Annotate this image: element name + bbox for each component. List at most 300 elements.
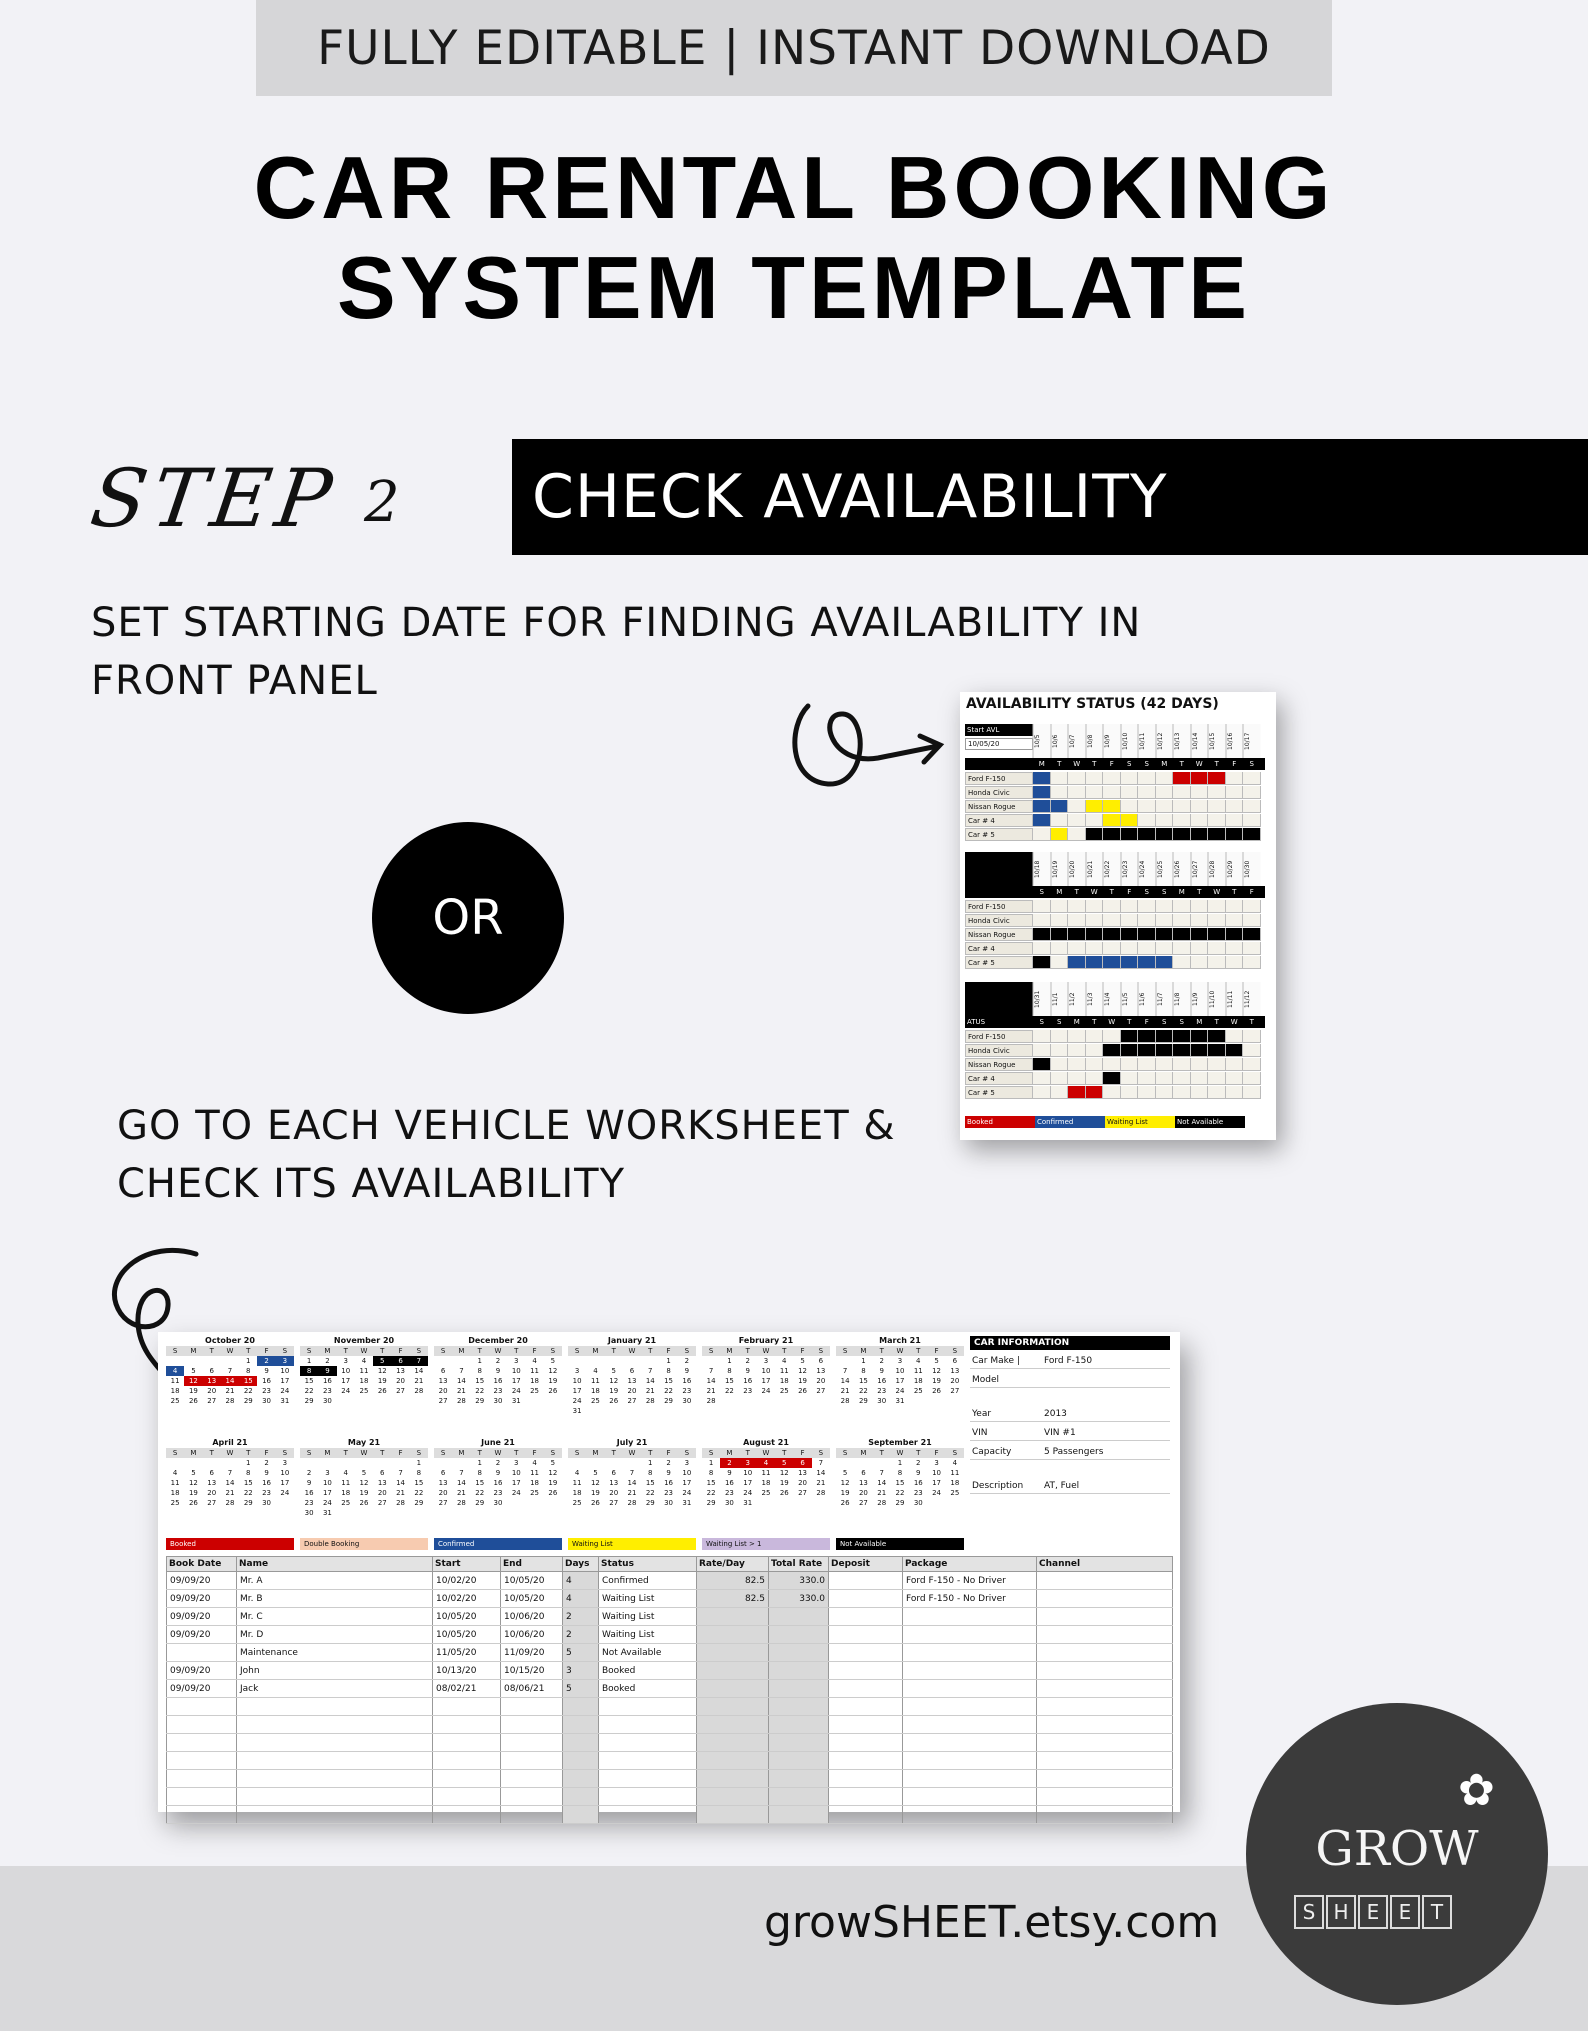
calendar-day[interactable]: 8 bbox=[897, 1469, 903, 1477]
calendar-day[interactable]: 6 bbox=[611, 1469, 616, 1477]
calendar-day[interactable]: 20 bbox=[950, 1377, 960, 1385]
calendar-day[interactable]: 2 bbox=[495, 1459, 501, 1467]
calendar-day[interactable]: 25 bbox=[779, 1387, 789, 1395]
calendar-day[interactable]: 4 bbox=[593, 1367, 598, 1375]
calendar-day[interactable]: 28 bbox=[456, 1397, 466, 1405]
calendar-day[interactable]: 4 bbox=[166, 1366, 184, 1376]
calendar-day[interactable]: 26 bbox=[590, 1499, 600, 1507]
table-cell[interactable]: 10/02/20 bbox=[433, 1590, 501, 1608]
table-cell[interactable] bbox=[1037, 1716, 1173, 1734]
calendar-day[interactable]: 1 bbox=[477, 1357, 482, 1365]
calendar-day[interactable]: 10 bbox=[511, 1469, 521, 1477]
calendar-day[interactable]: 9 bbox=[684, 1367, 690, 1375]
calendar-day[interactable]: 16 bbox=[322, 1377, 332, 1385]
calendar-day[interactable]: 2 bbox=[916, 1459, 921, 1467]
table-cell[interactable] bbox=[769, 1770, 829, 1788]
table-cell[interactable]: Jack bbox=[237, 1680, 433, 1698]
table-cell[interactable] bbox=[697, 1662, 769, 1680]
calendar-day[interactable]: 18 bbox=[530, 1479, 540, 1487]
calendar-day[interactable]: 7 bbox=[842, 1367, 848, 1375]
calendar-day[interactable]: 20 bbox=[609, 1489, 619, 1497]
calendar-day[interactable]: 5 bbox=[361, 1469, 367, 1477]
table-cell[interactable]: 82.5 bbox=[697, 1572, 769, 1590]
calendar-day[interactable]: 6 bbox=[209, 1367, 214, 1375]
calendar-day[interactable]: 11 bbox=[530, 1469, 540, 1477]
table-cell[interactable] bbox=[697, 1734, 769, 1752]
calendar-day[interactable]: 7 bbox=[227, 1367, 233, 1375]
calendar-day[interactable]: 3 bbox=[574, 1367, 580, 1375]
calendar-day[interactable]: 7 bbox=[648, 1367, 653, 1375]
calendar-day[interactable]: 17 bbox=[511, 1377, 521, 1385]
calendar-day[interactable]: 22 bbox=[664, 1387, 674, 1395]
calendar-day[interactable]: 30 bbox=[262, 1499, 272, 1507]
calendar-day[interactable]: 8 bbox=[708, 1469, 714, 1477]
table-cell[interactable]: 08/06/21 bbox=[501, 1680, 563, 1698]
calendar-day[interactable]: 11 bbox=[761, 1469, 771, 1477]
column-header[interactable]: Name bbox=[237, 1557, 433, 1572]
calendar-day[interactable]: 17 bbox=[682, 1479, 692, 1487]
calendar-day[interactable]: 20 bbox=[816, 1377, 826, 1385]
calendar-day[interactable]: 21 bbox=[840, 1387, 850, 1395]
calendar-day[interactable]: 18 bbox=[950, 1479, 960, 1487]
calendar-day[interactable]: 12 bbox=[548, 1367, 558, 1375]
calendar-day[interactable]: 14 bbox=[221, 1376, 239, 1386]
calendar-day[interactable]: 20 bbox=[858, 1489, 868, 1497]
calendar-day[interactable]: 3 bbox=[325, 1469, 330, 1477]
calendar-day[interactable]: 5 bbox=[373, 1356, 391, 1366]
table-cell[interactable] bbox=[563, 1770, 599, 1788]
calendar-day[interactable]: 6 bbox=[861, 1469, 866, 1477]
calendar-day[interactable]: 30 bbox=[493, 1499, 503, 1507]
calendar-day[interactable]: 13 bbox=[203, 1376, 221, 1386]
car-info-value[interactable]: AT, Fuel bbox=[1044, 1481, 1080, 1491]
table-cell[interactable]: 08/02/21 bbox=[433, 1680, 501, 1698]
calendar-day[interactable]: 8 bbox=[477, 1469, 482, 1477]
table-row[interactable] bbox=[167, 1662, 1173, 1680]
calendar-day[interactable]: 10 bbox=[932, 1469, 942, 1477]
table-cell[interactable] bbox=[769, 1626, 829, 1644]
calendar-day[interactable]: 21 bbox=[396, 1489, 406, 1497]
calendar-day[interactable]: 9 bbox=[264, 1469, 269, 1477]
calendar-day[interactable]: 29 bbox=[895, 1499, 905, 1507]
table-cell[interactable] bbox=[1037, 1680, 1173, 1698]
calendar-day[interactable]: 3 bbox=[514, 1357, 519, 1365]
table-cell[interactable] bbox=[769, 1788, 829, 1806]
calendar-day[interactable]: 26 bbox=[798, 1387, 808, 1395]
calendar-day[interactable]: 9 bbox=[916, 1469, 921, 1477]
calendar-day[interactable]: 2 bbox=[720, 1458, 738, 1468]
calendar-day[interactable]: 23 bbox=[493, 1489, 503, 1497]
calendar-day[interactable]: 14 bbox=[396, 1479, 406, 1487]
calendar-day[interactable]: 12 bbox=[377, 1367, 387, 1375]
calendar-day[interactable]: 7 bbox=[708, 1367, 714, 1375]
calendar-day[interactable]: 17 bbox=[511, 1479, 521, 1487]
table-row[interactable] bbox=[167, 1590, 1173, 1608]
calendar-day[interactable]: 21 bbox=[456, 1489, 466, 1497]
calendar-day[interactable]: 26 bbox=[188, 1499, 198, 1507]
calendar-day[interactable]: 15 bbox=[645, 1479, 655, 1487]
calendar-day[interactable]: 20 bbox=[207, 1387, 217, 1395]
calendar-day[interactable]: 29 bbox=[475, 1499, 485, 1507]
calendar-day[interactable]: 28 bbox=[645, 1397, 655, 1405]
calendar-day[interactable]: 13 bbox=[609, 1479, 619, 1487]
table-cell[interactable] bbox=[237, 1716, 433, 1734]
calendar-day[interactable]: 2 bbox=[879, 1357, 884, 1365]
calendar-day[interactable]: 6 bbox=[793, 1458, 811, 1468]
calendar-day[interactable]: 31 bbox=[511, 1397, 521, 1405]
calendar-day[interactable]: 31 bbox=[280, 1397, 290, 1405]
calendar-day[interactable]: 22 bbox=[645, 1489, 655, 1497]
calendar-day[interactable]: 5 bbox=[800, 1357, 805, 1365]
calendar-day[interactable]: 16 bbox=[304, 1489, 314, 1497]
calendar-day[interactable]: 24 bbox=[511, 1489, 521, 1497]
calendar-day[interactable]: 15 bbox=[858, 1377, 868, 1385]
table-cell[interactable]: Mr. B bbox=[237, 1590, 433, 1608]
calendar-day[interactable]: 23 bbox=[493, 1387, 503, 1395]
calendar-day[interactable]: 23 bbox=[877, 1387, 887, 1395]
calendar-day[interactable]: 23 bbox=[664, 1489, 674, 1497]
table-cell[interactable] bbox=[501, 1734, 563, 1752]
table-cell[interactable]: Booked bbox=[599, 1680, 697, 1698]
table-cell[interactable] bbox=[501, 1752, 563, 1770]
table-cell[interactable]: 4 bbox=[563, 1590, 599, 1608]
table-cell[interactable] bbox=[501, 1698, 563, 1716]
calendar-day[interactable]: 2 bbox=[306, 1469, 312, 1477]
table-cell[interactable]: Mr. A bbox=[237, 1572, 433, 1590]
calendar-day[interactable]: 9 bbox=[745, 1367, 750, 1375]
calendar-day[interactable]: 4 bbox=[574, 1469, 580, 1477]
calendar-day[interactable]: 6 bbox=[952, 1357, 958, 1365]
calendar-day[interactable]: 12 bbox=[590, 1479, 600, 1487]
column-header[interactable]: Status bbox=[599, 1557, 697, 1572]
calendar-day[interactable]: 24 bbox=[572, 1397, 582, 1405]
table-cell[interactable] bbox=[563, 1752, 599, 1770]
calendar-day[interactable]: 22 bbox=[724, 1387, 734, 1395]
calendar-day[interactable]: 7 bbox=[879, 1469, 884, 1477]
column-header[interactable]: Rate/Day bbox=[697, 1557, 769, 1572]
calendar-day[interactable]: 18 bbox=[779, 1377, 789, 1385]
calendar-day[interactable]: 9 bbox=[318, 1366, 336, 1376]
calendar-day[interactable]: 27 bbox=[377, 1499, 387, 1507]
calendar-day[interactable]: 16 bbox=[743, 1377, 753, 1385]
calendar-day[interactable]: 24 bbox=[932, 1489, 942, 1497]
calendar-day[interactable]: 28 bbox=[225, 1499, 235, 1507]
table-cell[interactable] bbox=[829, 1788, 903, 1806]
calendar-day[interactable]: 24 bbox=[761, 1387, 771, 1395]
calendar-day[interactable]: 4 bbox=[757, 1458, 775, 1468]
calendar-day[interactable]: 16 bbox=[664, 1479, 674, 1487]
table-cell[interactable] bbox=[903, 1734, 1037, 1752]
table-cell[interactable]: Maintenance bbox=[237, 1644, 433, 1662]
table-cell[interactable] bbox=[563, 1788, 599, 1806]
calendar-day[interactable]: 12 bbox=[359, 1479, 369, 1487]
table-cell[interactable] bbox=[599, 1806, 697, 1824]
calendar-day[interactable]: 31 bbox=[895, 1397, 905, 1405]
calendar-day[interactable]: 30 bbox=[493, 1397, 503, 1405]
table-cell[interactable] bbox=[599, 1734, 697, 1752]
calendar-day[interactable]: 19 bbox=[932, 1377, 942, 1385]
calendar-day[interactable]: 17 bbox=[743, 1479, 753, 1487]
table-cell[interactable] bbox=[903, 1752, 1037, 1770]
calendar-day[interactable]: 5 bbox=[934, 1357, 939, 1365]
table-cell[interactable] bbox=[769, 1806, 829, 1824]
table-row[interactable] bbox=[167, 1806, 1173, 1824]
calendar-day[interactable]: 5 bbox=[611, 1367, 616, 1375]
calendar-day[interactable]: 13 bbox=[858, 1479, 868, 1487]
table-cell[interactable]: 2 bbox=[563, 1608, 599, 1626]
calendar-day[interactable]: 18 bbox=[590, 1387, 600, 1395]
table-cell[interactable] bbox=[501, 1788, 563, 1806]
table-row[interactable] bbox=[167, 1644, 1173, 1662]
calendar-day[interactable]: 26 bbox=[609, 1397, 619, 1405]
calendar-day[interactable]: 9 bbox=[727, 1469, 732, 1477]
calendar-day[interactable]: 29 bbox=[664, 1397, 674, 1405]
table-cell[interactable] bbox=[599, 1770, 697, 1788]
calendar-day[interactable]: 29 bbox=[243, 1397, 253, 1405]
table-cell[interactable]: Waiting List bbox=[599, 1626, 697, 1644]
calendar-day[interactable]: 13 bbox=[396, 1367, 406, 1375]
calendar-day[interactable]: 20 bbox=[207, 1489, 217, 1497]
calendar-day[interactable]: 22 bbox=[414, 1489, 424, 1497]
table-cell[interactable] bbox=[1037, 1734, 1173, 1752]
calendar-day[interactable]: 28 bbox=[877, 1499, 887, 1507]
calendar-day[interactable]: 26 bbox=[548, 1489, 558, 1497]
calendar-day[interactable]: 8 bbox=[477, 1367, 482, 1375]
table-cell[interactable]: 09/09/20 bbox=[167, 1662, 237, 1680]
calendar-day[interactable]: 18 bbox=[913, 1377, 923, 1385]
table-cell[interactable]: 330.0 bbox=[769, 1572, 829, 1590]
table-cell[interactable] bbox=[433, 1752, 501, 1770]
table-row[interactable] bbox=[167, 1716, 1173, 1734]
table-cell[interactable] bbox=[501, 1770, 563, 1788]
calendar-day[interactable]: 21 bbox=[645, 1387, 655, 1395]
table-cell[interactable] bbox=[903, 1680, 1037, 1698]
calendar-day[interactable]: 19 bbox=[590, 1489, 600, 1497]
calendar-day[interactable]: 22 bbox=[858, 1387, 868, 1395]
calendar-day[interactable]: 16 bbox=[262, 1479, 272, 1487]
table-cell[interactable] bbox=[1037, 1770, 1173, 1788]
calendar-day[interactable]: 6 bbox=[380, 1469, 385, 1477]
calendar-day[interactable]: 30 bbox=[913, 1499, 923, 1507]
calendar-day[interactable]: 13 bbox=[207, 1479, 217, 1487]
calendar-day[interactable]: 22 bbox=[243, 1387, 253, 1395]
calendar-day[interactable]: 15 bbox=[414, 1479, 424, 1487]
calendar-day[interactable]: 10 bbox=[572, 1377, 582, 1385]
table-cell[interactable] bbox=[697, 1680, 769, 1698]
calendar-day[interactable]: 4 bbox=[782, 1357, 787, 1365]
calendar-day[interactable]: 25 bbox=[590, 1397, 600, 1405]
calendar-day[interactable]: 13 bbox=[438, 1377, 448, 1385]
calendar-day[interactable]: 27 bbox=[627, 1397, 637, 1405]
calendar-day[interactable]: 22 bbox=[475, 1387, 485, 1395]
calendar-day[interactable]: 13 bbox=[627, 1377, 637, 1385]
calendar-day[interactable]: 5 bbox=[775, 1458, 793, 1468]
table-cell[interactable] bbox=[829, 1644, 903, 1662]
table-cell[interactable] bbox=[769, 1680, 829, 1698]
calendar-day[interactable]: 20 bbox=[438, 1489, 448, 1497]
calendar-day[interactable]: 28 bbox=[706, 1397, 716, 1405]
calendar-day[interactable]: 22 bbox=[475, 1489, 485, 1497]
table-cell[interactable] bbox=[167, 1752, 237, 1770]
calendar-day[interactable]: 19 bbox=[840, 1489, 850, 1497]
calendar-day[interactable]: 9 bbox=[306, 1479, 312, 1487]
table-cell[interactable] bbox=[697, 1644, 769, 1662]
table-cell[interactable] bbox=[167, 1644, 237, 1662]
calendar-day[interactable]: 29 bbox=[706, 1499, 716, 1507]
calendar-day[interactable]: 30 bbox=[262, 1397, 272, 1405]
calendar-day[interactable]: 10 bbox=[280, 1367, 290, 1375]
calendar-day[interactable]: 14 bbox=[645, 1377, 655, 1385]
calendar-day[interactable]: 19 bbox=[188, 1387, 198, 1395]
calendar-day[interactable]: 10 bbox=[682, 1469, 692, 1477]
table-cell[interactable]: 09/09/20 bbox=[167, 1572, 237, 1590]
table-row[interactable] bbox=[167, 1734, 1173, 1752]
table-row[interactable] bbox=[167, 1698, 1173, 1716]
calendar-day[interactable]: 21 bbox=[456, 1387, 466, 1395]
table-cell[interactable] bbox=[769, 1752, 829, 1770]
calendar-day[interactable]: 4 bbox=[172, 1469, 178, 1477]
calendar-day[interactable]: 29 bbox=[475, 1397, 485, 1405]
calendar-day[interactable]: 20 bbox=[396, 1377, 406, 1385]
calendar-day[interactable]: 1 bbox=[477, 1459, 482, 1467]
table-cell[interactable] bbox=[1037, 1806, 1173, 1824]
calendar-day[interactable]: 7 bbox=[629, 1469, 635, 1477]
calendar-day[interactable]: 13 bbox=[950, 1367, 960, 1375]
table-cell[interactable]: Booked bbox=[599, 1662, 697, 1680]
calendar-day[interactable]: 11 bbox=[170, 1479, 180, 1487]
calendar-day[interactable]: 13 bbox=[816, 1367, 826, 1375]
calendar-day[interactable]: 6 bbox=[629, 1367, 635, 1375]
table-cell[interactable] bbox=[697, 1752, 769, 1770]
table-cell[interactable] bbox=[563, 1806, 599, 1824]
table-cell[interactable] bbox=[501, 1716, 563, 1734]
calendar-day[interactable]: 3 bbox=[343, 1357, 348, 1365]
calendar-day[interactable]: 10 bbox=[280, 1469, 290, 1477]
calendar-day[interactable]: 17 bbox=[932, 1479, 942, 1487]
calendar-day[interactable]: 19 bbox=[548, 1479, 558, 1487]
table-cell[interactable] bbox=[697, 1608, 769, 1626]
calendar-day[interactable]: 22 bbox=[706, 1489, 716, 1497]
calendar-day[interactable]: 17 bbox=[280, 1377, 290, 1385]
table-row[interactable] bbox=[167, 1608, 1173, 1626]
car-info-value[interactable]: 2013 bbox=[1044, 1409, 1067, 1419]
table-cell[interactable] bbox=[167, 1806, 237, 1824]
table-cell[interactable] bbox=[1037, 1788, 1173, 1806]
calendar-day[interactable]: 14 bbox=[627, 1479, 637, 1487]
calendar-day[interactable]: 30 bbox=[322, 1397, 332, 1405]
calendar-day[interactable]: 28 bbox=[627, 1499, 637, 1507]
calendar-day[interactable]: 19 bbox=[798, 1377, 808, 1385]
calendar-day[interactable]: 7 bbox=[410, 1356, 428, 1366]
calendar-day[interactable]: 25 bbox=[341, 1499, 351, 1507]
calendar-day[interactable]: 24 bbox=[341, 1387, 351, 1395]
table-cell[interactable] bbox=[1037, 1608, 1173, 1626]
calendar-day[interactable]: 6 bbox=[391, 1356, 409, 1366]
table-cell[interactable]: 10/05/20 bbox=[433, 1608, 501, 1626]
calendar-day[interactable]: 7 bbox=[818, 1459, 824, 1467]
table-cell[interactable] bbox=[1037, 1644, 1173, 1662]
table-cell[interactable] bbox=[903, 1698, 1037, 1716]
table-cell[interactable]: 10/05/20 bbox=[501, 1572, 563, 1590]
table-cell[interactable] bbox=[563, 1698, 599, 1716]
calendar-day[interactable]: 13 bbox=[438, 1479, 448, 1487]
calendar-day[interactable]: 28 bbox=[840, 1397, 850, 1405]
table-cell[interactable] bbox=[903, 1626, 1037, 1644]
calendar-day[interactable]: 15 bbox=[895, 1479, 905, 1487]
calendar-day[interactable]: 15 bbox=[475, 1479, 485, 1487]
calendar-day[interactable]: 10 bbox=[743, 1469, 753, 1477]
calendar-day[interactable]: 4 bbox=[952, 1459, 958, 1467]
calendar-day[interactable]: 12 bbox=[932, 1367, 942, 1375]
calendar-day[interactable]: 27 bbox=[609, 1499, 619, 1507]
calendar-day[interactable]: 25 bbox=[572, 1499, 582, 1507]
calendar-day[interactable]: 14 bbox=[840, 1377, 850, 1385]
calendar-day[interactable]: 4 bbox=[916, 1357, 921, 1365]
calendar-day[interactable]: 30 bbox=[724, 1499, 734, 1507]
calendar-day[interactable]: 8 bbox=[300, 1366, 318, 1376]
calendar-day[interactable]: 15 bbox=[475, 1377, 485, 1385]
calendar-day[interactable]: 29 bbox=[243, 1499, 253, 1507]
calendar-day[interactable]: 11 bbox=[572, 1479, 582, 1487]
calendar-day[interactable]: 23 bbox=[322, 1387, 332, 1395]
calendar-day[interactable]: 27 bbox=[438, 1397, 448, 1405]
start-avl-date[interactable]: 10/05/20 bbox=[965, 738, 1033, 750]
table-cell[interactable]: Confirmed bbox=[599, 1572, 697, 1590]
calendar-day[interactable]: 25 bbox=[950, 1489, 960, 1497]
table-row[interactable] bbox=[167, 1770, 1173, 1788]
calendar-day[interactable]: 12 bbox=[779, 1469, 789, 1477]
calendar-day[interactable]: 3 bbox=[276, 1356, 294, 1366]
calendar-day[interactable]: 7 bbox=[459, 1367, 464, 1375]
calendar-day[interactable]: 9 bbox=[666, 1469, 671, 1477]
table-cell[interactable] bbox=[697, 1806, 769, 1824]
calendar-day[interactable]: 28 bbox=[396, 1499, 406, 1507]
calendar-day[interactable]: 11 bbox=[913, 1367, 923, 1375]
calendar-day[interactable]: 20 bbox=[377, 1489, 387, 1497]
calendar-day[interactable]: 23 bbox=[262, 1387, 272, 1395]
table-cell[interactable] bbox=[903, 1716, 1037, 1734]
calendar-day[interactable]: 24 bbox=[511, 1387, 521, 1395]
calendar-day[interactable]: 28 bbox=[456, 1499, 466, 1507]
calendar-day[interactable]: 10 bbox=[341, 1367, 351, 1375]
table-cell[interactable]: 09/09/20 bbox=[167, 1680, 237, 1698]
calendar-day[interactable]: 16 bbox=[262, 1377, 272, 1385]
table-cell[interactable] bbox=[1037, 1572, 1173, 1590]
table-cell[interactable] bbox=[501, 1806, 563, 1824]
calendar-day[interactable]: 26 bbox=[188, 1397, 198, 1405]
table-row[interactable] bbox=[167, 1752, 1173, 1770]
calendar-day[interactable]: 18 bbox=[359, 1377, 369, 1385]
calendar-day[interactable]: 12 bbox=[798, 1367, 808, 1375]
table-cell[interactable] bbox=[903, 1662, 1037, 1680]
calendar-day[interactable]: 14 bbox=[816, 1469, 826, 1477]
calendar-day[interactable]: 11 bbox=[950, 1469, 960, 1477]
calendar-day[interactable]: 17 bbox=[761, 1377, 771, 1385]
column-header[interactable]: Book Date bbox=[167, 1557, 237, 1572]
table-cell[interactable] bbox=[599, 1752, 697, 1770]
calendar-day[interactable]: 1 bbox=[861, 1357, 866, 1365]
calendar-day[interactable]: 30 bbox=[682, 1397, 692, 1405]
calendar-day[interactable]: 27 bbox=[858, 1499, 868, 1507]
car-info-value[interactable]: VIN #1 bbox=[1044, 1428, 1076, 1438]
table-cell[interactable]: 10/15/20 bbox=[501, 1662, 563, 1680]
calendar-day[interactable]: 23 bbox=[682, 1387, 692, 1395]
car-info-value[interactable]: Ford F-150 bbox=[1044, 1356, 1093, 1366]
calendar-day[interactable]: 8 bbox=[727, 1367, 732, 1375]
table-cell[interactable]: John bbox=[237, 1662, 433, 1680]
calendar-day[interactable]: 27 bbox=[396, 1387, 406, 1395]
calendar-day[interactable]: 15 bbox=[304, 1377, 314, 1385]
